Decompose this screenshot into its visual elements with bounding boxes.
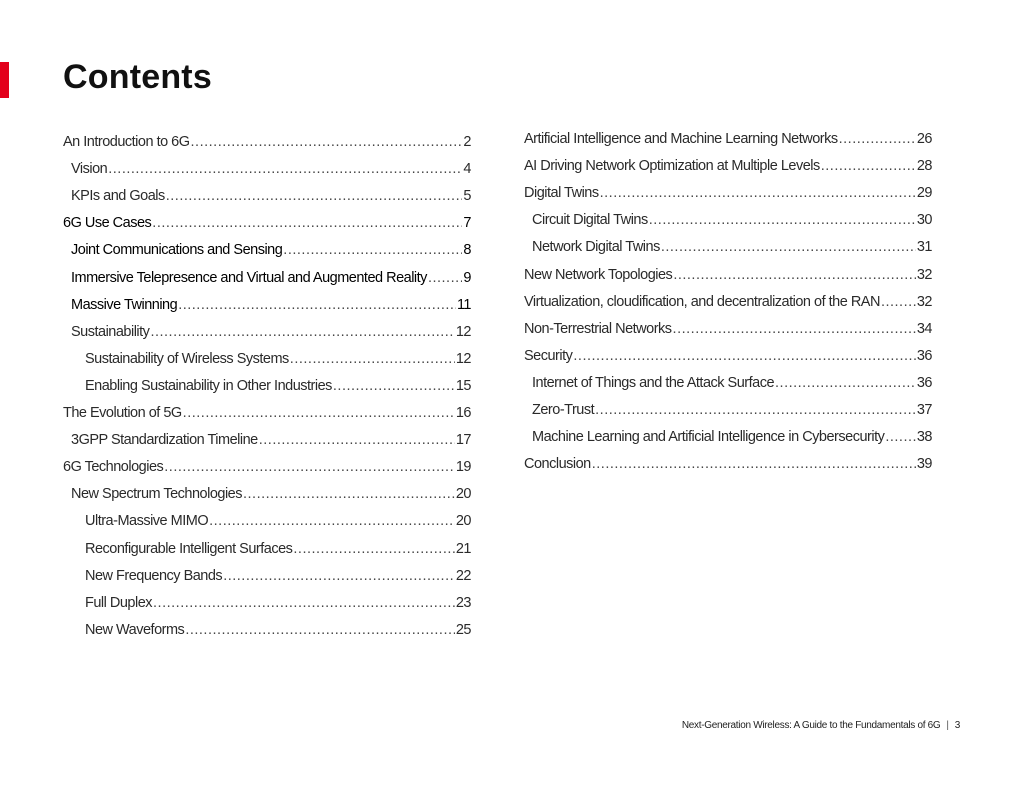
toc-entry-new-network-topologies[interactable]: [524, 256, 932, 283]
toc-leader-dots: [592, 455, 916, 473]
toc-entry-3gpp-timeline[interactable]: [63, 422, 471, 449]
toc-leader-dots: [821, 157, 916, 175]
toc-entry-label: Conclusion: [524, 456, 591, 473]
toc-leader-dots: [108, 160, 462, 178]
toc-page-number: 11: [456, 296, 471, 313]
toc-leader-dots: [595, 401, 916, 419]
toc-entry-joint-communications-sensing[interactable]: [63, 232, 471, 259]
toc-page-number: 4: [463, 161, 471, 178]
toc-entry-label: An Introduction to 6G: [63, 134, 190, 151]
toc-entry-label: Full Duplex: [85, 594, 153, 611]
accent-bar: [0, 62, 9, 98]
toc-entry-new-spectrum-technologies[interactable]: [63, 476, 471, 503]
toc-entry-label: Immersive Telepresence and Virtual and Augmented Reality: [71, 269, 427, 286]
toc-entry-label: Circuit Digital Twins: [532, 212, 648, 229]
toc-entry-label: Digital Twins: [524, 185, 599, 202]
toc-entry-label: 6G Technologies: [63, 459, 164, 476]
toc-entry-label: Non-Terrestrial Networks: [524, 320, 672, 337]
toc-page-number: 39: [916, 456, 932, 473]
toc-entry-digital-twins[interactable]: [524, 175, 932, 202]
toc-entry-enabling-sustainability[interactable]: [63, 368, 471, 395]
toc-entry-label: Vision: [71, 161, 108, 178]
toc-entry-reconfigurable-surfaces[interactable]: [63, 530, 471, 557]
toc-page-number: 31: [916, 239, 932, 256]
toc-page-number: 9: [463, 269, 471, 286]
toc-page-number: 12: [455, 350, 471, 367]
toc-entry-label: Machine Learning and Artificial Intelligence in Cybersecurity: [532, 429, 885, 446]
footer-page-number: 3: [954, 720, 960, 731]
toc-page-number: 23: [455, 594, 471, 611]
toc-entry-ultra-massive-mimo[interactable]: [63, 503, 471, 530]
toc-page-number: 19: [455, 459, 471, 476]
toc-entry-evolution-of-5g[interactable]: [63, 395, 471, 422]
toc-leader-dots: [150, 323, 454, 341]
toc-leader-dots: [673, 320, 916, 338]
toc-leader-dots: [223, 567, 455, 585]
toc-page-number: 20: [455, 486, 471, 503]
toc-leader-dots: [775, 374, 916, 392]
toc-entry-label: Reconfigurable Intelligent Surfaces: [85, 540, 293, 557]
toc-page-number: 36: [916, 347, 932, 364]
toc-entry-ai-ml-networks[interactable]: [524, 121, 932, 148]
toc-leader-dots: [183, 404, 455, 422]
toc-leader-dots: [243, 485, 455, 503]
toc-leader-dots: [333, 377, 455, 395]
page-footer: [682, 720, 960, 731]
toc-entry-6g-use-cases[interactable]: [63, 205, 471, 232]
toc-entry-label: Security: [524, 347, 573, 364]
toc-entry-circuit-digital-twins[interactable]: [524, 202, 932, 229]
toc-entry-massive-twinning[interactable]: [63, 287, 471, 314]
toc-page-number: 32: [916, 293, 932, 310]
toc-entry-new-frequency-bands[interactable]: [63, 558, 471, 585]
toc-page-number: 21: [455, 540, 471, 557]
toc-entry-ai-network-optimization[interactable]: [524, 148, 932, 175]
toc-entry-label: Network Digital Twins: [532, 239, 660, 256]
toc-entry-conclusion[interactable]: [524, 446, 932, 473]
toc-entry-label: Virtualization, cloudification, and decentralization of the RAN: [524, 293, 880, 310]
toc-entry-label: New Spectrum Technologies: [71, 486, 242, 503]
toc-entry-label: New Frequency Bands: [85, 567, 223, 584]
toc-leader-dots: [839, 130, 916, 148]
toc-leader-dots: [191, 133, 463, 151]
toc-entry-sustainability[interactable]: [63, 314, 471, 341]
toc-page-number: 38: [916, 429, 932, 446]
toc-entry-label: AI Driving Network Optimization at Multiple Levels: [524, 158, 820, 175]
toc-leader-dots: [290, 350, 455, 368]
toc-entry-sustainability-wireless-systems[interactable]: [63, 341, 471, 368]
toc-entry-label: The Evolution of 5G: [63, 405, 182, 422]
toc-entry-label: Ultra-Massive MIMO: [85, 513, 209, 530]
toc-right-column: [524, 121, 932, 473]
toc-entry-vision[interactable]: [63, 151, 471, 178]
toc-leader-dots: [428, 269, 462, 287]
toc-entry-label: 6G Use Cases: [63, 215, 152, 232]
toc-entry-immersive-telepresence[interactable]: [63, 259, 471, 286]
toc-page-number: 17: [455, 432, 471, 449]
toc-entry-introduction[interactable]: [63, 124, 471, 151]
toc-leader-dots: [600, 184, 916, 202]
toc-entry-virtualization-ran[interactable]: [524, 284, 932, 311]
toc-entry-network-digital-twins[interactable]: [524, 229, 932, 256]
toc-leader-dots: [178, 296, 456, 314]
toc-entry-kpis-and-goals[interactable]: [63, 178, 471, 205]
toc-entry-iot-attack-surface[interactable]: [524, 365, 932, 392]
toc-leader-dots: [153, 594, 455, 612]
toc-page-number: 22: [455, 567, 471, 584]
toc-page-number: 15: [455, 377, 471, 394]
toc-page-number: 36: [916, 374, 932, 391]
toc-page-number: 28: [916, 158, 932, 175]
toc-page-number: 12: [455, 323, 471, 340]
toc-leader-dots: [649, 211, 916, 229]
toc-page-number: 26: [916, 131, 932, 148]
toc-entry-ml-ai-cybersecurity[interactable]: [524, 419, 932, 446]
toc-page-number: 7: [463, 215, 471, 232]
footer-separator: |: [946, 720, 949, 731]
toc-leader-dots: [573, 347, 915, 365]
toc-entry-label: Sustainability of Wireless Systems: [85, 350, 289, 367]
toc-page-number: 25: [455, 621, 471, 638]
toc-page-number: 37: [916, 402, 932, 419]
toc-entry-label: New Network Topologies: [524, 266, 673, 283]
toc-page-number: 20: [455, 513, 471, 530]
page-title: Contents: [63, 58, 212, 96]
toc-entry-full-duplex[interactable]: [63, 585, 471, 612]
toc-entry-label: 3GPP Standardization Timeline: [71, 432, 258, 449]
toc-entry-label: Joint Communications and Sensing: [71, 242, 283, 259]
toc-page-number: 34: [916, 320, 932, 337]
toc-entry-zero-trust[interactable]: [524, 392, 932, 419]
toc-leader-dots: [283, 241, 462, 259]
footer-document-title: Next-Generation Wireless: A Guide to the Fundamentals of 6G: [681, 720, 941, 731]
toc-leader-dots: [259, 431, 455, 449]
toc-entry-label: New Waveforms: [85, 621, 185, 638]
toc-leader-dots: [152, 214, 462, 232]
toc-leader-dots: [881, 293, 916, 311]
toc-page-number: 8: [463, 242, 471, 259]
toc-entry-label: Sustainability: [71, 323, 150, 340]
toc-entry-label: Massive Twinning: [71, 296, 178, 313]
toc-page-number: 29: [916, 185, 932, 202]
toc-page-number: 30: [916, 212, 932, 229]
toc-leader-dots: [661, 238, 916, 256]
toc-entry-label: KPIs and Goals: [71, 188, 165, 205]
toc-leader-dots: [164, 458, 455, 476]
toc-page-number: 32: [916, 266, 932, 283]
toc-leader-dots: [209, 512, 455, 530]
toc-leader-dots: [185, 621, 455, 639]
toc-entry-label: Enabling Sustainability in Other Industries: [85, 377, 332, 394]
toc-left-column: [63, 124, 471, 639]
toc-entry-label: Internet of Things and the Attack Surface: [532, 374, 775, 391]
toc-page-number: 5: [463, 188, 471, 205]
toc-entry-new-waveforms[interactable]: [63, 612, 471, 639]
toc-leader-dots: [885, 428, 916, 446]
toc-entry-6g-technologies[interactable]: [63, 449, 471, 476]
toc-leader-dots: [293, 540, 454, 558]
toc-entry-label: Artificial Intelligence and Machine Learning Networks: [524, 131, 838, 148]
toc-entry-security[interactable]: [524, 338, 932, 365]
toc-entry-non-terrestrial-networks[interactable]: [524, 311, 932, 338]
toc-leader-dots: [673, 266, 916, 284]
toc-leader-dots: [166, 187, 463, 205]
toc-page-number: 16: [455, 405, 471, 422]
toc-page-number: 2: [463, 134, 471, 151]
toc-entry-label: Zero-Trust: [532, 402, 595, 419]
